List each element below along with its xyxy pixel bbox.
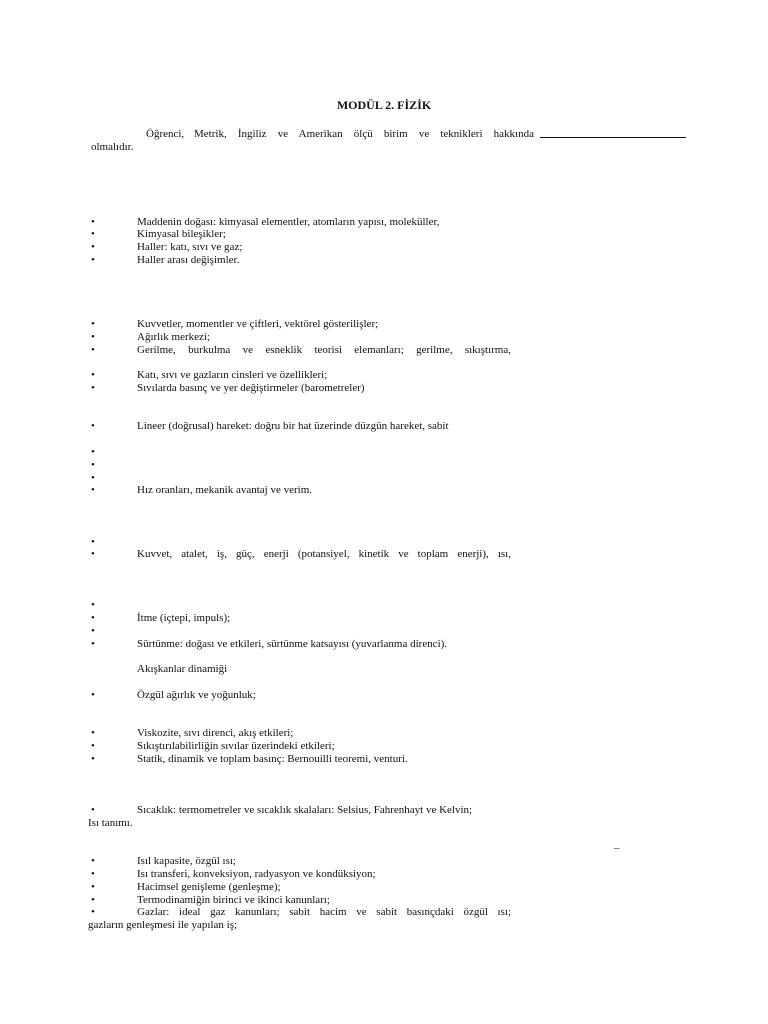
item-16: Kuvvet, atalet, iş, güç, enerji (potansiyel, kinetik ve toplam enerji), ısı,	[137, 548, 511, 560]
bullet-28: •	[91, 881, 95, 893]
item-21: Özgül ağırlık ve yoğunluk;	[137, 689, 256, 701]
item-22: Viskozite, sıvı direnci, akış etkileri;	[137, 727, 294, 739]
bullet-2: •	[91, 228, 95, 240]
bullet-5: •	[91, 318, 95, 330]
bullet-29: •	[91, 894, 95, 906]
bullet-11: •	[91, 446, 95, 458]
item-20: Sürtünme: doğası ve etkileri, sürtünme katsayısı (yuvarlanma direnci).	[137, 638, 448, 650]
item-30: Gazlar: ideal gaz kanunları; sabit hacim ve sabit basınçdaki özgül ısı;	[137, 906, 511, 918]
item-29: Termodinamiğin birinci ve ikinci kanunları;	[137, 894, 330, 906]
bullet-25: •	[91, 804, 95, 816]
intro-line-2: olmalıdır.	[91, 141, 134, 153]
item-25: Sıcaklık: termometreler ve sıcaklık skalaları: Selsius, Fahrenhayt ve Kelvin;	[137, 804, 473, 816]
item-23: Sıkıştırılabilirliğin sıvılar üzerindeki etkileri;	[137, 740, 335, 752]
intro-subject: Öğrenci,	[146, 128, 185, 140]
bullet-22: •	[91, 727, 95, 739]
item-28: Hacimsel genişleme (genleşme);	[137, 881, 281, 893]
bullet-13: •	[91, 472, 95, 484]
item-3: Haller: katı, sıvı ve gaz;	[137, 241, 243, 253]
bullet-30: •	[91, 906, 95, 918]
bullet-6: •	[91, 331, 95, 343]
item-27: Isı transferi, konveksiyon, radyasyon ve kondüksiyon;	[137, 868, 376, 880]
bullet-14: •	[91, 484, 95, 496]
bullet-20: •	[91, 638, 95, 650]
bullet-18: •	[91, 612, 95, 624]
section-subheading: Akışkanlar dinamiği	[137, 663, 228, 675]
bullet-4: •	[91, 254, 95, 266]
page-title: MODÜL 2. FİZİK	[336, 98, 432, 112]
bullet-16: •	[91, 548, 95, 560]
item-2: Kimyasal bileşikler;	[137, 228, 226, 240]
item-7: Gerilme, burkulma ve esneklik teorisi elemanları; gerilme, sıkıştırma,	[137, 344, 511, 356]
bullet-12: •	[91, 459, 95, 471]
bullet-21: •	[91, 689, 95, 701]
bullet-3: •	[91, 241, 95, 253]
bullet-17: •	[91, 599, 95, 611]
item-6: Ağırlık merkezi;	[137, 331, 211, 343]
bullet-24: •	[91, 753, 95, 765]
gas-continuation: gazların genleşmesi ile yapılan iş;	[88, 919, 238, 931]
bullet-27: •	[91, 868, 95, 880]
bullet-1: •	[91, 216, 95, 228]
bullet-7: •	[91, 344, 95, 356]
item-24: Statik, dinamik ve toplam basınç: Bernouilli teoremi, venturi.	[137, 753, 408, 765]
item-8: Katı, sıvı ve gazların cinsleri ve özellikleri;	[137, 369, 328, 381]
bullet-8: •	[91, 369, 95, 381]
bullet-26: •	[91, 855, 95, 867]
heat-definition: Isı tanımı.	[88, 817, 133, 829]
item-14: Hız oranları, mekanik avantaj ve verim.	[137, 484, 313, 496]
intro-line-1: Metrik, İngiliz ve Amerikan ölçü birim ve teknikleri hakkında	[194, 128, 534, 140]
item-5: Kuvvetler, momentler ve çiftleri, vektörel gösterilişler;	[137, 318, 379, 330]
item-18: İtme (içtepi, impuls);	[137, 612, 231, 624]
item-9: Sıvılarda basınç ve yer değiştirmeler (barometreler)	[137, 382, 365, 394]
bullet-23: •	[91, 740, 95, 752]
bullet-9: •	[91, 382, 95, 394]
item-10: Lineer (doğrusal) hareket: doğru bir hat üzerinde düzgün hareket, sabit	[137, 420, 449, 432]
item-26: Isıl kapasite, özgül ısı;	[137, 855, 236, 867]
bullet-19: •	[91, 625, 95, 637]
item-1: Maddenin doğası: kimyasal elementler, atomların yapısı, moleküller,	[137, 216, 440, 228]
dash-mark: –	[614, 842, 620, 854]
bullet-15: •	[91, 536, 95, 548]
blank-line	[540, 137, 686, 138]
item-4: Haller arası değişimler.	[137, 254, 240, 266]
bullet-10: •	[91, 420, 95, 432]
